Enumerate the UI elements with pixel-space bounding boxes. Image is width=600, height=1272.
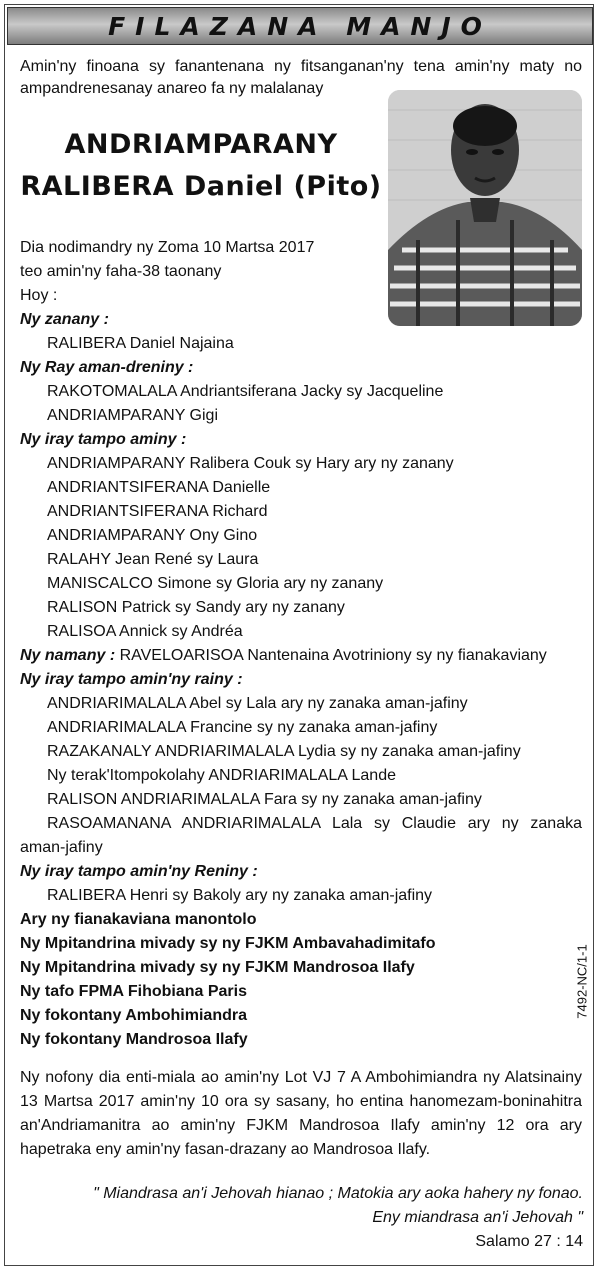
list-item: ANDRIAMPARANY Gigi <box>47 407 218 424</box>
header-title: FILAZANA MANJO <box>108 11 492 41</box>
reference-code <box>572 936 592 1026</box>
list-item: RALISON Patrick sy Sandy ary ny zanany <box>47 599 345 616</box>
list-item: ANDRIAMPARANY Ralibera Couk sy Hary ary ny zanany <box>47 455 454 472</box>
list-item: ANDRIANTSIFERANA Danielle <box>47 479 271 496</box>
list-item: RALISON ANDRIARIMALALA Fara sy ny zanaka aman-jafiny <box>47 791 482 808</box>
list-item: Ny terak'Itompokolahy ANDRIARIMALALA Lande <box>47 767 396 784</box>
list-item: ANDRIARIMALALA Abel sy Lala ary ny zanaka aman-jafiny <box>47 695 468 712</box>
scripture-citation: Salamo 27 : 14 <box>475 1233 583 1250</box>
funeral-details: Ny nofony dia enti-miala ao amin'ny Lot VJ 7 A Ambohimiandra ny Alatsinainy 13 Martsa 2017 amin'ny 10 ora sy sasany, ho entina hanomezam-boninahitra an'Andriamanitra ao amin'ny FJKM Mandrosoa Ilafy amin'ny 12 ora ary hapetraka eny amin'ny fasan-drazany ao Mandrosoa Ilafy. <box>20 1069 582 1158</box>
deceased-name-line1: ANDRIAMPARANY <box>64 129 338 160</box>
death-age: teo amin'ny faha-38 taonany <box>20 263 222 280</box>
group-line: Ny fokontany Mandrosoa Ilafy <box>20 1031 248 1048</box>
intro-text: Amin'ny finoana sy fanantenana ny fitsanganan'ny tena amin'ny maty no ampandrenesanay anareo fa ny malalanay <box>20 58 582 97</box>
quote-line1: " Miandrasa an'i Jehovah hianao ; Matokia ary aoka hahery ny fonao. <box>93 1185 583 1202</box>
death-date: Dia nodimandry ny Zoma 10 Martsa 2017 <box>20 239 315 256</box>
list-item: RASOAMANANA ANDRIARIMALALA Lala sy Claudie ary ny zanaka <box>47 815 582 832</box>
ray-aman-dreniny-heading: Ny Ray aman-dreniny : <box>20 359 194 376</box>
list-item: ANDRIAMPARANY Ony Gino <box>47 527 258 544</box>
list-item: MANISCALCO Simone sy Gloria ary ny zanany <box>47 575 384 592</box>
namany-heading: Ny namany : <box>20 647 116 664</box>
hoy-label: Hoy : <box>20 287 58 304</box>
list-item: RAZAKANALY ANDRIARIMALALA Lydia sy ny zanaka aman-jafiny <box>47 743 521 760</box>
reference-text: 7492-NC/1-1 <box>574 943 590 1019</box>
list-item: ANDRIARIMALALA Francine sy ny zanaka aman-jafiny <box>47 719 438 736</box>
header-banner <box>7 7 593 45</box>
quote-line2: Eny miandrasa an'i Jehovah " <box>372 1209 583 1226</box>
list-item: RALAHY Jean René sy Laura <box>47 551 259 568</box>
namany-value: RAVELOARISOA Nantenaina Avotriniony sy ny fianakaviany <box>119 647 547 664</box>
group-line: Ny Mpitandrina mivady sy ny FJKM Mandrosoa Ilafy <box>20 959 415 976</box>
list-item: RAKOTOMALALA Andriantsiferana Jacky sy Jacqueline <box>47 383 444 400</box>
group-line: Ny fokontany Ambohimiandra <box>20 1007 247 1024</box>
deceased-name-line2: RALIBERA Daniel (Pito) <box>20 171 382 202</box>
tampo-rainy-heading: Ny iray tampo amin'ny rainy : <box>20 671 243 688</box>
list-item: RALIBERA Daniel Najaina <box>47 335 234 352</box>
family-list <box>20 236 582 1052</box>
list-item: RALIBERA Henri sy Bakoly ary ny zanaka aman-jafiny <box>47 887 433 904</box>
tampo-reniny-heading: Ny iray tampo amin'ny Reniny : <box>20 863 258 880</box>
namany-line <box>20 644 582 668</box>
list-item-continuation: aman-jafiny <box>20 839 103 856</box>
scripture-quote <box>93 1182 583 1230</box>
iray-tampo-heading: Ny iray tampo aminy : <box>20 431 187 448</box>
list-item: RALISOA Annick sy Andréa <box>47 623 243 640</box>
zanany-heading: Ny zanany : <box>20 311 109 328</box>
group-line: Ary ny fianakaviana manontolo <box>20 911 257 928</box>
list-item: ANDRIANTSIFERANA Richard <box>47 503 268 520</box>
group-line: Ny tafo FPMA Fihobiana Paris <box>20 983 247 1000</box>
group-line: Ny Mpitandrina mivady sy ny FJKM Ambavahadimitafo <box>20 935 436 952</box>
